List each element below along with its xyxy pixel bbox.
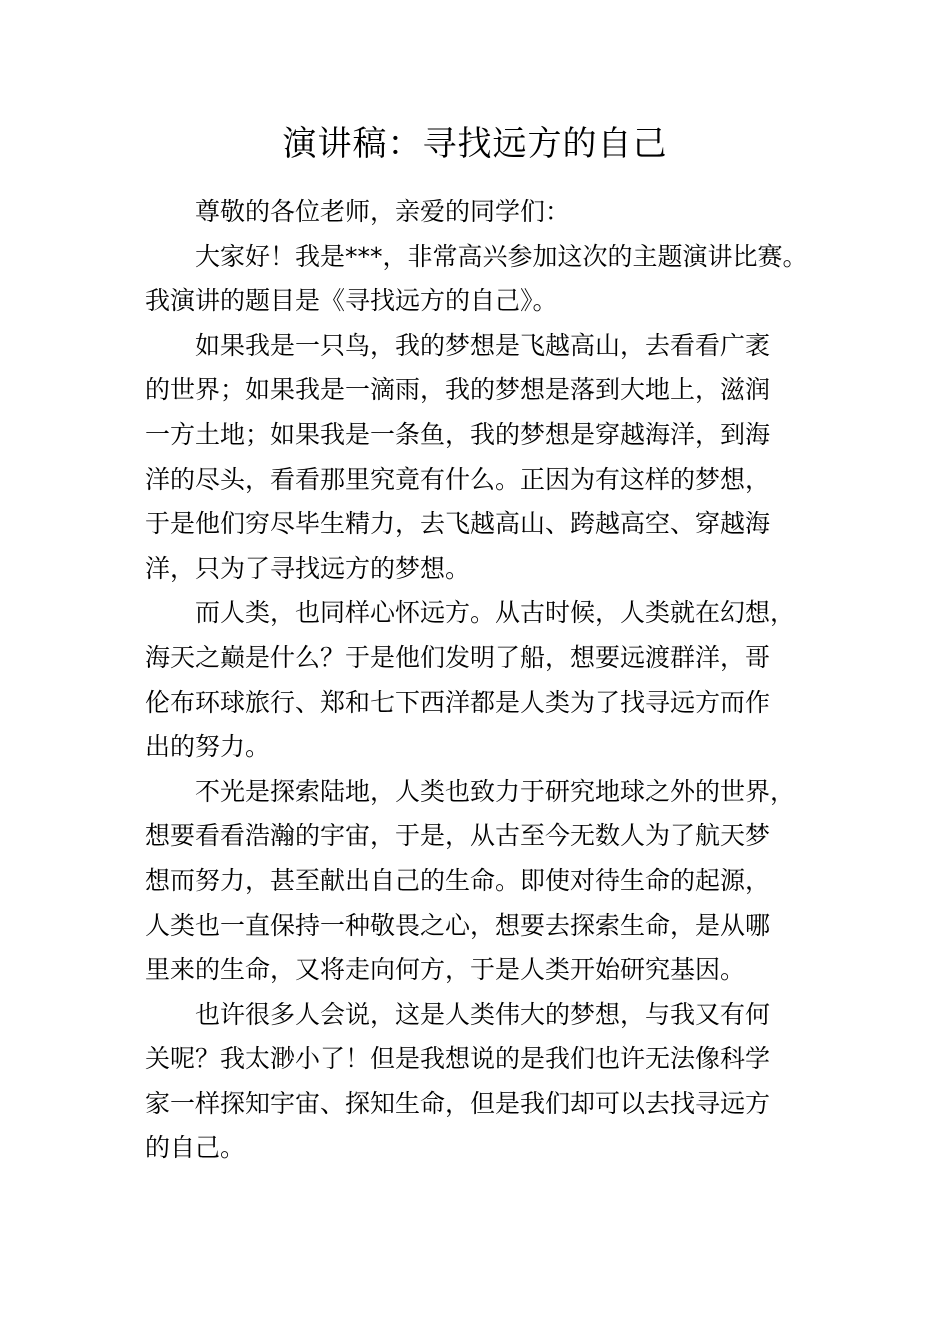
text-line: 里来的生命，又将走向何方，于是人类开始研究基因。 xyxy=(145,955,746,985)
text-line: 想而努力，甚至献出自己的生命。即使对待生命的起源， xyxy=(145,865,771,895)
text-line: 想要看看浩瀚的宇宙，于是，从古至今无数人为了航天梦 xyxy=(145,821,771,851)
text-line: 洋的尽头，看看那里究竟有什么。正因为有这样的梦想， xyxy=(145,464,771,494)
text-line: 出的努力。 xyxy=(145,732,271,762)
text-line: 家一样探知宇宙、探知生命，但是我们却可以去找寻远方 xyxy=(145,1088,771,1118)
text-line: 的世界；如果我是一滴雨，我的梦想是落到大地上，滋润 xyxy=(145,375,771,405)
text-line: 于是他们穷尽毕生精力，去飞越高山、跨越高空、穿越海 xyxy=(145,509,771,539)
document-title: 演讲稿：寻找远方的自己 xyxy=(282,124,668,164)
text-line: 大家好！我是***，非常高兴参加这次的主题演讲比赛。 xyxy=(195,241,808,271)
text-line: 如果我是一只鸟，我的梦想是飞越高山，去看看广袤 xyxy=(195,330,771,360)
text-line: 的自己。 xyxy=(145,1133,246,1163)
text-line: 海天之巅是什么？于是他们发明了船，想要远渡群洋，哥 xyxy=(145,642,771,672)
text-line: 人类也一直保持一种敬畏之心，想要去探索生命，是从哪 xyxy=(145,910,771,940)
text-line: 不光是探索陆地，人类也致力于研究地球之外的世界， xyxy=(195,776,796,806)
speech-body xyxy=(145,190,810,1171)
text-line: 尊敬的各位老师，亲爱的同学们： xyxy=(195,197,571,226)
text-line: 而人类，也同样心怀远方。从古时候，人类就在幻想， xyxy=(195,598,796,628)
text-line: 我演讲的题目是《寻找远方的自己》。 xyxy=(145,286,558,316)
text-line: 洋，只为了寻找远方的梦想。 xyxy=(145,553,471,583)
text-line: 一方土地；如果我是一条鱼，我的梦想是穿越海洋，到海 xyxy=(145,419,771,449)
text-line: 也许很多人会说，这是人类伟大的梦想，与我又有何 xyxy=(195,999,771,1029)
text-line: 伦布环球旅行、郑和七下西洋都是人类为了找寻远方而作 xyxy=(145,687,771,717)
text-line: 关呢？我太渺小了！但是我想说的是我们也许无法像科学 xyxy=(145,1044,771,1074)
